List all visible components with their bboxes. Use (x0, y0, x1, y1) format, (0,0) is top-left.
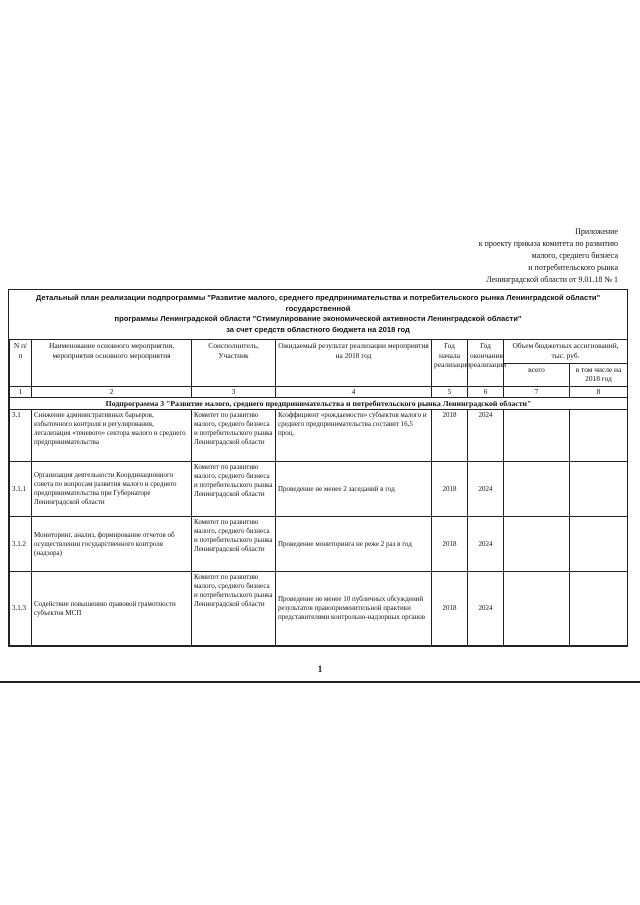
header-executor: Соисполнитель, Участник (192, 340, 276, 387)
column-number: 4 (276, 387, 432, 398)
row-end: 2024 (468, 572, 504, 646)
table-row (10, 462, 628, 517)
table-row (10, 517, 628, 572)
header-name: Наименование основного мероприятия, мероприятия основного мероприятия (32, 340, 192, 387)
row-total (504, 462, 570, 517)
plan-title-line: программы Ленинградской области "Стимулирование экономической активности Ленинградской области" (114, 314, 522, 323)
row-executor: Комитет по развитию малого, среднего бизнеса и потребительского рынка Ленинградской области (192, 410, 276, 462)
appendix-line: малого, среднего бизнеса (531, 251, 618, 260)
appendix-block (428, 226, 618, 286)
row-in2018 (570, 572, 628, 646)
row-executor: Комитет по развитию малого, среднего бизнеса и потребительского рынка Ленинградской области (192, 517, 276, 572)
header-in2018: в том числе на 2018 год (570, 363, 628, 387)
row-start: 2018 (432, 572, 468, 646)
row-total (504, 572, 570, 646)
column-number: 3 (192, 387, 276, 398)
row-in2018 (570, 410, 628, 462)
row-num: 3.1.1 (10, 462, 32, 517)
plan-title (9, 290, 627, 339)
row-end: 2024 (468, 410, 504, 462)
row-in2018 (570, 517, 628, 572)
row-name: Мониторинг, анализ, формирование отчетов об осуществлении государственного контроля (надзора) (32, 517, 192, 572)
row-in2018 (570, 462, 628, 517)
subprogram-title: Подпрограмма 3 "Развитие малого, среднего предпринимательства и потребительского рынка Ленинградской области" (10, 398, 628, 410)
table-row (10, 572, 628, 646)
row-total (504, 410, 570, 462)
row-num: 3.1 (10, 410, 32, 462)
row-name: Организация деятельности Координационного совета по вопросам развития малого и среднего предпринимательства при Губернаторе Ленинградской области (32, 462, 192, 517)
header-budget: Объем бюджетных ассигнований, тыс. руб. (504, 340, 628, 364)
row-total (504, 517, 570, 572)
row-result: Коэффициент «рождаемости» субъектов малого и среднего предпринимательства составит 16,5 проц. (276, 410, 432, 462)
row-executor: Комитет по развитию малого, среднего бизнеса и потребительского рынка Ленинградской области (192, 572, 276, 646)
row-end: 2024 (468, 517, 504, 572)
header-start: Год начала реализации (432, 340, 468, 387)
column-number: 8 (570, 387, 628, 398)
subprogram-row (10, 398, 628, 410)
row-end: 2024 (468, 462, 504, 517)
appendix-line: и потребительского рынка (528, 263, 618, 272)
row-result: Проведение мониторинга не реже 2 раз в год (276, 517, 432, 572)
page-bottom-rule (0, 681, 640, 683)
column-number: 6 (468, 387, 504, 398)
row-name: Содействие повышению правовой грамотности субъектов МСП (32, 572, 192, 646)
header-result: Ожидаемый результат реализации мероприятия на 2018 год (276, 340, 432, 387)
row-num: 3.1.3 (10, 572, 32, 646)
row-start: 2018 (432, 410, 468, 462)
row-start: 2018 (432, 462, 468, 517)
page-number: 1 (317, 664, 323, 674)
column-number-row (10, 387, 628, 398)
column-number: 7 (504, 387, 570, 398)
row-name: Снижение административных барьеров, избыточного контроля и регулирования, легализация «теневого» сектора малого и среднего предпринимательства (32, 410, 192, 462)
appendix-line: Ленинградской области от 9.01.18 № 1 (486, 275, 618, 284)
column-number: 1 (10, 387, 32, 398)
row-result: Проведение не менее 2 заседаний в год (276, 462, 432, 517)
row-result: Проведение не менее 10 публичных обсуждений результатов правоприменительной практики представителями контрольно-надзорных органов (276, 572, 432, 646)
header-row (10, 340, 628, 364)
header-end: Год окончания реализации (468, 340, 504, 387)
appendix-line: к проекту приказа комитета по развитию (478, 239, 618, 248)
header-num: N п/п (10, 340, 32, 387)
plan-table (9, 339, 628, 646)
appendix-line: Приложение (575, 227, 618, 236)
row-num: 3.1.2 (10, 517, 32, 572)
table-row (10, 410, 628, 462)
column-number: 2 (32, 387, 192, 398)
row-start: 2018 (432, 517, 468, 572)
plan-table-block (8, 289, 628, 647)
column-number: 5 (432, 387, 468, 398)
header-total: всего (504, 363, 570, 387)
plan-title-line: за счет средств областного бюджета на 2018 год (226, 324, 410, 334)
plan-title-line: Детальный план реализации подпрограммы "Развитие малого, среднего предпринимательства и потребительского рынка Ленинградской области" государственной (35, 293, 601, 313)
row-executor: Комитет по развитию малого, среднего бизнеса и потребительского рынка Ленинградской области (192, 462, 276, 517)
